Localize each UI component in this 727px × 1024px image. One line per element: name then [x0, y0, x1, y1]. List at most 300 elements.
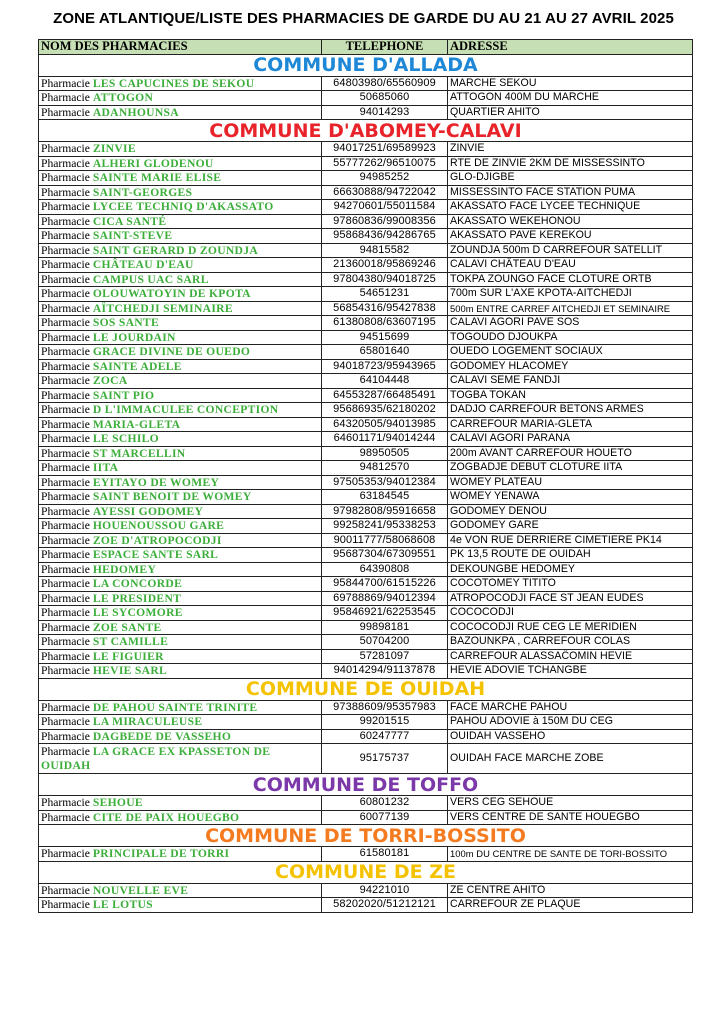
address-cell: ATTOGON 400M DU MARCHE	[448, 91, 693, 106]
address-cell: AKASSATO PAVE KEREKOU	[448, 229, 693, 244]
section-title: COMMUNE DE TORRI-BOSSITO	[39, 825, 693, 847]
pharmacy-prefix: Pharmacie	[41, 258, 93, 272]
pharmacy-name: SAINT-GEORGES	[92, 185, 193, 199]
address-cell: GODOMEY HLACOMEY	[448, 359, 693, 374]
pharmacy-name: SAINTE MARIE ELISE	[92, 171, 222, 185]
pharmacy-name-cell	[39, 301, 322, 316]
address-cell: RTE DE ZINVIE 2KM DE MISSESSINTO	[448, 156, 693, 171]
telephone-cell: 64553287/66485491	[322, 388, 448, 403]
pharmacy-prefix: Pharmacie	[41, 533, 93, 547]
telephone-cell: 64601171/94014244	[322, 432, 448, 447]
table-row	[39, 316, 693, 331]
pharmacy-name-cell	[39, 91, 322, 106]
telephone-cell: 95868436/94286765	[322, 229, 448, 244]
telephone-cell: 60801232	[322, 796, 448, 811]
telephone-cell: 55777262/96510075	[322, 156, 448, 171]
telephone-cell: 94985252	[322, 171, 448, 186]
pharmacy-name: LA CONCORDE	[92, 577, 183, 591]
address-cell: PAHOU ADOVIE à 150M DU CEG	[448, 715, 693, 730]
telephone-cell: 97860836/99008356	[322, 214, 448, 229]
pharmacy-name: LE SCHILO	[92, 432, 159, 446]
pharmacy-name: ST MARCELLIN	[92, 446, 186, 460]
pharmacy-prefix: Pharmacie	[41, 883, 93, 897]
address-cell: GODOMEY GARE	[448, 519, 693, 534]
table-row	[39, 490, 693, 505]
pharmacy-name: LE SYCOMORE	[92, 606, 183, 620]
header-name: NOM DES PHARMACIES	[39, 40, 322, 55]
address-cell: FACE MARCHE PAHOU	[448, 700, 693, 715]
address-cell: ZE CENTRE AHITO	[448, 883, 693, 898]
pharmacy-name-cell	[39, 490, 322, 505]
pharmacy-prefix: Pharmacie	[41, 475, 93, 489]
pharmacy-name: LE JOURDAIN	[92, 330, 176, 344]
pharmacy-name: ATTOGON	[92, 91, 154, 105]
address-cell: GODOMEY DENOU	[448, 504, 693, 519]
telephone-cell: 61380808/63607195	[322, 316, 448, 331]
pharmacy-prefix: Pharmacie	[41, 715, 93, 729]
pharmacy-prefix: Pharmacie	[41, 744, 93, 758]
address-cell: 200m AVANT CARREFOUR HOUETO	[448, 446, 693, 461]
telephone-cell: 63184545	[322, 490, 448, 505]
pharmacy-prefix: Pharmacie	[41, 461, 93, 475]
address-cell: ZOUNDJA 500m D CARREFOUR SATELLIT	[448, 243, 693, 258]
section-title: COMMUNE DE ZE	[39, 861, 693, 883]
pharmacy-name: ST CAMILLE	[92, 635, 169, 649]
address-cell: OUEDO LOGEMENT SOCIAUX	[448, 345, 693, 360]
address-cell: CALAVI CHÂTEAU D'EAU	[448, 258, 693, 273]
address-cell: 500m ENTRE CARREF AITCHEDJI ET SEMINAIRE	[448, 301, 693, 316]
header-telephone: TELEPHONE	[322, 40, 448, 55]
table-row	[39, 847, 693, 862]
pharmacy-name-cell	[39, 620, 322, 635]
telephone-cell: 99258241/95338253	[322, 519, 448, 534]
pharmacy-prefix: Pharmacie	[41, 185, 93, 199]
pharmacy-name: SAINT BENOIT DE WOMEY	[92, 490, 252, 504]
section-header-row	[39, 120, 693, 142]
telephone-cell: 94221010	[322, 883, 448, 898]
address-cell: CARREFOUR ZE PLAQUE	[448, 898, 693, 913]
pharmacy-name: ZOCA	[92, 374, 128, 388]
pharmacy-name-cell	[39, 847, 322, 862]
pharmacy-prefix: Pharmacie	[41, 417, 93, 431]
table-row	[39, 403, 693, 418]
pharmacy-prefix: Pharmacie	[41, 519, 93, 533]
pharmacy-name: NOUVELLE EVE	[92, 883, 189, 897]
address-cell: CARREFOUR MARIA-GLETA	[448, 417, 693, 432]
address-cell: COCOTOMEY TITITO	[448, 577, 693, 592]
table-row	[39, 359, 693, 374]
table-row	[39, 214, 693, 229]
pharmacy-prefix: Pharmacie	[41, 374, 93, 388]
table-row	[39, 258, 693, 273]
pharmacy-name: CITE DE PAIX HOUEGBO	[92, 810, 240, 824]
table-row	[39, 810, 693, 825]
pharmacy-name: AYESSI GODOMEY	[92, 504, 204, 518]
pharmacy-prefix: Pharmacie	[41, 591, 93, 605]
pharmacy-prefix: Pharmacie	[41, 316, 93, 330]
section-title: COMMUNE DE TOFFO	[39, 774, 693, 796]
pharmacy-name-cell	[39, 796, 322, 811]
pharmacy-prefix: Pharmacie	[41, 76, 93, 90]
address-cell: BAZOUNKPA , CARREFOUR COLAS	[448, 635, 693, 650]
table-body	[39, 54, 693, 912]
pharmacy-name-cell	[39, 475, 322, 490]
pharmacy-name-cell	[39, 649, 322, 664]
pharmacy-prefix: Pharmacie	[41, 504, 93, 518]
address-cell: 100m DU CENTRE DE SANTE DE TORI-BOSSITO	[448, 847, 693, 862]
pharmacy-name: ALHERI GLODENOU	[92, 156, 214, 170]
address-cell: VERS CEG SEHOUE	[448, 796, 693, 811]
telephone-cell: 64104448	[322, 374, 448, 389]
telephone-cell: 94515699	[322, 330, 448, 345]
telephone-cell: 95844700/61515226	[322, 577, 448, 592]
pharmacy-name: IITA	[92, 461, 119, 475]
address-cell: MISSESSINTO FACE STATION PUMA	[448, 185, 693, 200]
telephone-cell: 95846921/62253545	[322, 606, 448, 621]
table-row	[39, 533, 693, 548]
telephone-cell: 94017251/69589923	[322, 142, 448, 157]
pharmacy-prefix: Pharmacie	[41, 635, 93, 649]
pharmacy-name-cell	[39, 577, 322, 592]
telephone-cell: 50685060	[322, 91, 448, 106]
telephone-cell: 97982808/95916658	[322, 504, 448, 519]
header-address: ADRESSE	[448, 40, 693, 55]
telephone-cell: 64390808	[322, 562, 448, 577]
pharmacy-name: HOUENOUSSOU GARE	[92, 519, 225, 533]
table-row	[39, 446, 693, 461]
pharmacy-name-cell	[39, 200, 322, 215]
pharmacy-name-cell	[39, 272, 322, 287]
telephone-cell: 94014293	[322, 105, 448, 120]
address-cell: 4e VON RUE DERRIERE CIMETIERE PK14	[448, 533, 693, 548]
section-header-row	[39, 54, 693, 76]
pharmacy-name-cell	[39, 417, 322, 432]
table-row	[39, 432, 693, 447]
table-row	[39, 715, 693, 730]
telephone-cell: 98950505	[322, 446, 448, 461]
table-row	[39, 744, 693, 774]
telephone-cell: 94270601/55011584	[322, 200, 448, 215]
address-cell: VERS CENTRE DE SANTE HOUEGBO	[448, 810, 693, 825]
document-title: ZONE ATLANTIQUE/LISTE DES PHARMACIES DE GARDE DU AU 21 AU 27 AVRIL 2025	[53, 10, 674, 27]
table-row	[39, 519, 693, 534]
pharmacy-name-cell	[39, 715, 322, 730]
pharmacy-prefix: Pharmacie	[41, 446, 93, 460]
pharmacy-name-cell	[39, 883, 322, 898]
pharmacy-name: SOS SANTE	[92, 316, 159, 330]
pharmacy-name: ADANHOUNSA	[92, 105, 179, 119]
table-row	[39, 504, 693, 519]
pharmacy-name: LYCEE TECHNIQ D'AKASSATO	[92, 200, 274, 214]
table-row	[39, 243, 693, 258]
pharmacy-name-cell	[39, 519, 322, 534]
pharmacy-name: HEDOMEY	[92, 562, 157, 576]
pharmacy-prefix: Pharmacie	[41, 796, 93, 810]
pharmacy-name-cell	[39, 316, 322, 331]
pharmacy-name: CICA SANTÉ	[92, 214, 167, 228]
pharmacy-name: LA GRACE EX KPASSETON DE OUIDAH	[41, 744, 271, 772]
pharmacy-prefix: Pharmacie	[41, 156, 93, 170]
pharmacy-name: D L'IMMACULEE CONCEPTION	[92, 403, 279, 417]
pharmacy-name-cell	[39, 258, 322, 273]
address-cell: HEVIE ADOVIE TCHANGBE	[448, 664, 693, 679]
telephone-cell: 56854316/95427838	[322, 301, 448, 316]
pharmacy-prefix: Pharmacie	[41, 577, 93, 591]
table-row	[39, 301, 693, 316]
pharmacy-name: OLOUWATOYIN DE KPOTA	[92, 287, 251, 301]
pharmacy-prefix: Pharmacie	[41, 287, 93, 301]
table-row	[39, 388, 693, 403]
pharmacy-name: LE LOTUS	[92, 898, 153, 912]
pharmacy-prefix: Pharmacie	[41, 700, 93, 714]
pharmacy-prefix: Pharmacie	[41, 214, 93, 228]
telephone-cell: 60247777	[322, 729, 448, 744]
table-row	[39, 185, 693, 200]
address-cell: AKASSATO WEKEHONOU	[448, 214, 693, 229]
pharmacy-prefix: Pharmacie	[41, 620, 93, 634]
table-row	[39, 76, 693, 91]
pharmacy-name-cell	[39, 729, 322, 744]
section-header-row	[39, 861, 693, 883]
address-cell: WOMEY YENAWA	[448, 490, 693, 505]
pharmacy-name: PRINCIPALE DE TORRI	[92, 847, 230, 861]
pharmacy-name-cell	[39, 287, 322, 302]
pharmacy-name-cell	[39, 562, 322, 577]
address-cell: MARCHE SEKOU	[448, 76, 693, 91]
address-cell: AKASSATO FACE LYCEE TECHNIQUE	[448, 200, 693, 215]
pharmacy-prefix: Pharmacie	[41, 229, 93, 243]
telephone-cell: 64320505/94013985	[322, 417, 448, 432]
telephone-cell: 97505353/94012384	[322, 475, 448, 490]
address-cell: OUIDAH FACE MARCHE ZOBE	[448, 744, 693, 774]
pharmacy-name-cell	[39, 214, 322, 229]
telephone-cell: 94014294/91137878	[322, 664, 448, 679]
pharmacy-prefix: Pharmacie	[41, 847, 93, 861]
table-row	[39, 796, 693, 811]
address-cell: TOKPA ZOUNGO FACE CLOTURE ORTB	[448, 272, 693, 287]
address-cell: CARREFOUR ALASSAĈOMIN HEVIE	[448, 649, 693, 664]
pharmacy-prefix: Pharmacie	[41, 272, 93, 286]
address-cell: ZINVIE	[448, 142, 693, 157]
telephone-cell: 94815582	[322, 243, 448, 258]
pharmacy-name-cell	[39, 142, 322, 157]
section-header-row	[39, 678, 693, 700]
pharmacy-prefix: Pharmacie	[41, 171, 93, 185]
address-cell: TOGOUDO DJOUKPA	[448, 330, 693, 345]
section-title: COMMUNE DE OUIDAH	[39, 678, 693, 700]
address-cell: 700m SUR L'AXE KPOTA-AITCHEDJI	[448, 287, 693, 302]
table-row	[39, 664, 693, 679]
pharmacy-name: SAINT-STEVE	[92, 229, 173, 243]
telephone-cell: 90011777/58068608	[322, 533, 448, 548]
pharmacy-name: HEVIE SARL	[92, 664, 168, 678]
telephone-cell: 64803980/65560909	[322, 76, 448, 91]
address-cell: COCOCODJI	[448, 606, 693, 621]
telephone-cell: 94812570	[322, 461, 448, 476]
telephone-cell: 61580181	[322, 847, 448, 862]
pharmacy-prefix: Pharmacie	[41, 330, 93, 344]
pharmacy-name-cell	[39, 374, 322, 389]
table-row	[39, 200, 693, 215]
pharmacy-name-cell	[39, 898, 322, 913]
table-row	[39, 142, 693, 157]
pharmacy-name-cell	[39, 359, 322, 374]
pharmacy-prefix: Pharmacie	[41, 142, 93, 156]
pharmacy-prefix: Pharmacie	[41, 562, 93, 576]
pharmacy-name-cell	[39, 606, 322, 621]
telephone-cell: 57281097	[322, 649, 448, 664]
telephone-cell: 99201515	[322, 715, 448, 730]
pharmacy-prefix: Pharmacie	[41, 301, 93, 315]
table-row	[39, 461, 693, 476]
telephone-cell: 50704200	[322, 635, 448, 650]
pharmacy-name: EYITAYO DE WOMEY	[92, 475, 220, 489]
pharmacy-name-cell	[39, 432, 322, 447]
pharmacy-name: ZINVIE	[92, 142, 136, 156]
telephone-cell: 65801640	[322, 345, 448, 360]
pharmacy-name: GRACE DIVINE DE OUEDO	[92, 345, 251, 359]
pharmacy-prefix: Pharmacie	[41, 548, 93, 562]
pharmacy-name-cell	[39, 105, 322, 120]
pharmacy-prefix: Pharmacie	[41, 200, 93, 214]
pharmacy-prefix: Pharmacie	[41, 91, 93, 105]
pharmacy-name: ESPACE SANTE SARL	[92, 548, 219, 562]
pharmacy-name: DAGBEDE DE VASSEHO	[92, 729, 232, 743]
address-cell: GLO-DJIGBE	[448, 171, 693, 186]
pharmacy-name-cell	[39, 345, 322, 360]
table-row	[39, 272, 693, 287]
table-row	[39, 700, 693, 715]
pharmacy-name: AÏTCHEDJI SEMINAIRE	[92, 301, 233, 315]
telephone-cell: 97804380/94018725	[322, 272, 448, 287]
pharmacy-name-cell	[39, 461, 322, 476]
pharmacy-prefix: Pharmacie	[41, 432, 93, 446]
pharmacy-prefix: Pharmacie	[41, 243, 93, 257]
pharmacy-name: LA MIRACULEUSE	[92, 715, 203, 729]
table-row	[39, 606, 693, 621]
table-row	[39, 883, 693, 898]
address-cell: CALAVI AGORI PAVE SOS	[448, 316, 693, 331]
pharmacy-prefix: Pharmacie	[41, 810, 93, 824]
telephone-cell: 95686935/62180202	[322, 403, 448, 418]
table-row	[39, 475, 693, 490]
table-row	[39, 635, 693, 650]
table-row	[39, 729, 693, 744]
pharmacy-name: MARIA-GLETA	[92, 417, 181, 431]
table-row	[39, 898, 693, 913]
address-cell: ATROPOCODJI FACE ST JEAN EUDES	[448, 591, 693, 606]
table-row	[39, 156, 693, 171]
section-header-row	[39, 774, 693, 796]
pharmacy-name-cell	[39, 171, 322, 186]
pharmacy-name: LE FIGUIER	[92, 649, 164, 663]
table-row	[39, 287, 693, 302]
pharmacy-name-cell	[39, 229, 322, 244]
pharmacy-prefix: Pharmacie	[41, 105, 93, 119]
pharmacy-prefix: Pharmacie	[41, 345, 93, 359]
pharmacy-name-cell	[39, 664, 322, 679]
pharmacy-name-cell	[39, 388, 322, 403]
pharmacy-name: SAINT GERARD D ZOUNDJA	[92, 243, 259, 257]
telephone-cell: 94018723/95943965	[322, 359, 448, 374]
table-row	[39, 417, 693, 432]
pharmacy-name-cell	[39, 446, 322, 461]
address-cell: DEKOUNGBE HEDOMEY	[448, 562, 693, 577]
address-cell: DADJO CARREFOUR BETONS ARMES	[448, 403, 693, 418]
telephone-cell: 21360018/95869246	[322, 258, 448, 273]
pharmacy-prefix: Pharmacie	[41, 490, 93, 504]
pharmacy-name: CAMPUS UAC SARL	[92, 272, 209, 286]
pharmacy-name-cell	[39, 330, 322, 345]
pharmacy-prefix: Pharmacie	[41, 898, 93, 912]
table-row	[39, 562, 693, 577]
pharmacy-prefix: Pharmacie	[41, 649, 93, 663]
table-row	[39, 548, 693, 563]
pharmacy-name-cell	[39, 700, 322, 715]
table-header-row	[39, 40, 693, 55]
pharmacy-name: SEHOUE	[92, 796, 143, 810]
section-title: COMMUNE D'ALLADA	[39, 54, 693, 76]
pharmacy-name: ZOE SANTE	[92, 620, 162, 634]
address-cell: CALAVI AGORI PARANA	[448, 432, 693, 447]
address-cell: QUARTIER AHITO	[448, 105, 693, 120]
address-cell: CALAVI SEME FANDJI	[448, 374, 693, 389]
address-cell: TOGBA TOKAN	[448, 388, 693, 403]
pharmacy-prefix: Pharmacie	[41, 664, 93, 678]
pharmacy-prefix: Pharmacie	[41, 403, 93, 417]
pharmacy-name-cell	[39, 156, 322, 171]
pharmacy-name-cell	[39, 591, 322, 606]
pharmacy-name-cell	[39, 76, 322, 91]
address-cell: COCOCODJI RUE CEG LE MERIDIEN	[448, 620, 693, 635]
telephone-cell: 66630888/94722042	[322, 185, 448, 200]
pharmacy-prefix: Pharmacie	[41, 606, 93, 620]
telephone-cell: 99898181	[322, 620, 448, 635]
pharmacy-prefix: Pharmacie	[41, 359, 93, 373]
telephone-cell: 60077139	[322, 810, 448, 825]
telephone-cell: 54651231	[322, 287, 448, 302]
pharmacy-name: SAINTE ADELE	[92, 359, 182, 373]
pharmacy-name: LE PRESIDENT	[92, 591, 182, 605]
pharmacy-name-cell	[39, 548, 322, 563]
pharmacy-name: SAINT PIO	[92, 388, 155, 402]
pharmacy-name-cell	[39, 185, 322, 200]
pharmacy-name-cell	[39, 810, 322, 825]
table-row	[39, 374, 693, 389]
pharmacy-name: CHÂTEAU D'EAU	[92, 258, 194, 272]
telephone-cell: 58202020/51212121	[322, 898, 448, 913]
table-row	[39, 649, 693, 664]
pharmacy-name: ZOE D'ATROPOCODJI	[92, 533, 222, 547]
address-cell: ZOGBADJE DEBUT CLOTURE IITA	[448, 461, 693, 476]
table-row	[39, 620, 693, 635]
table-row	[39, 105, 693, 120]
pharmacy-name-cell	[39, 744, 322, 774]
pharmacy-prefix: Pharmacie	[41, 729, 93, 743]
address-cell: WOMEY PLATEAU	[448, 475, 693, 490]
table-row	[39, 229, 693, 244]
pharmacy-name-cell	[39, 403, 322, 418]
table-row	[39, 330, 693, 345]
pharmacy-name-cell	[39, 533, 322, 548]
address-cell: PK 13,5 ROUTE DE OUIDAH	[448, 548, 693, 563]
section-title: COMMUNE D'ABOMEY-CALAVI	[39, 120, 693, 142]
table-row	[39, 345, 693, 360]
address-cell: OUIDAH VASSEHO	[448, 729, 693, 744]
table-row	[39, 91, 693, 106]
telephone-cell: 95175737	[322, 744, 448, 774]
pharmacy-name-cell	[39, 504, 322, 519]
